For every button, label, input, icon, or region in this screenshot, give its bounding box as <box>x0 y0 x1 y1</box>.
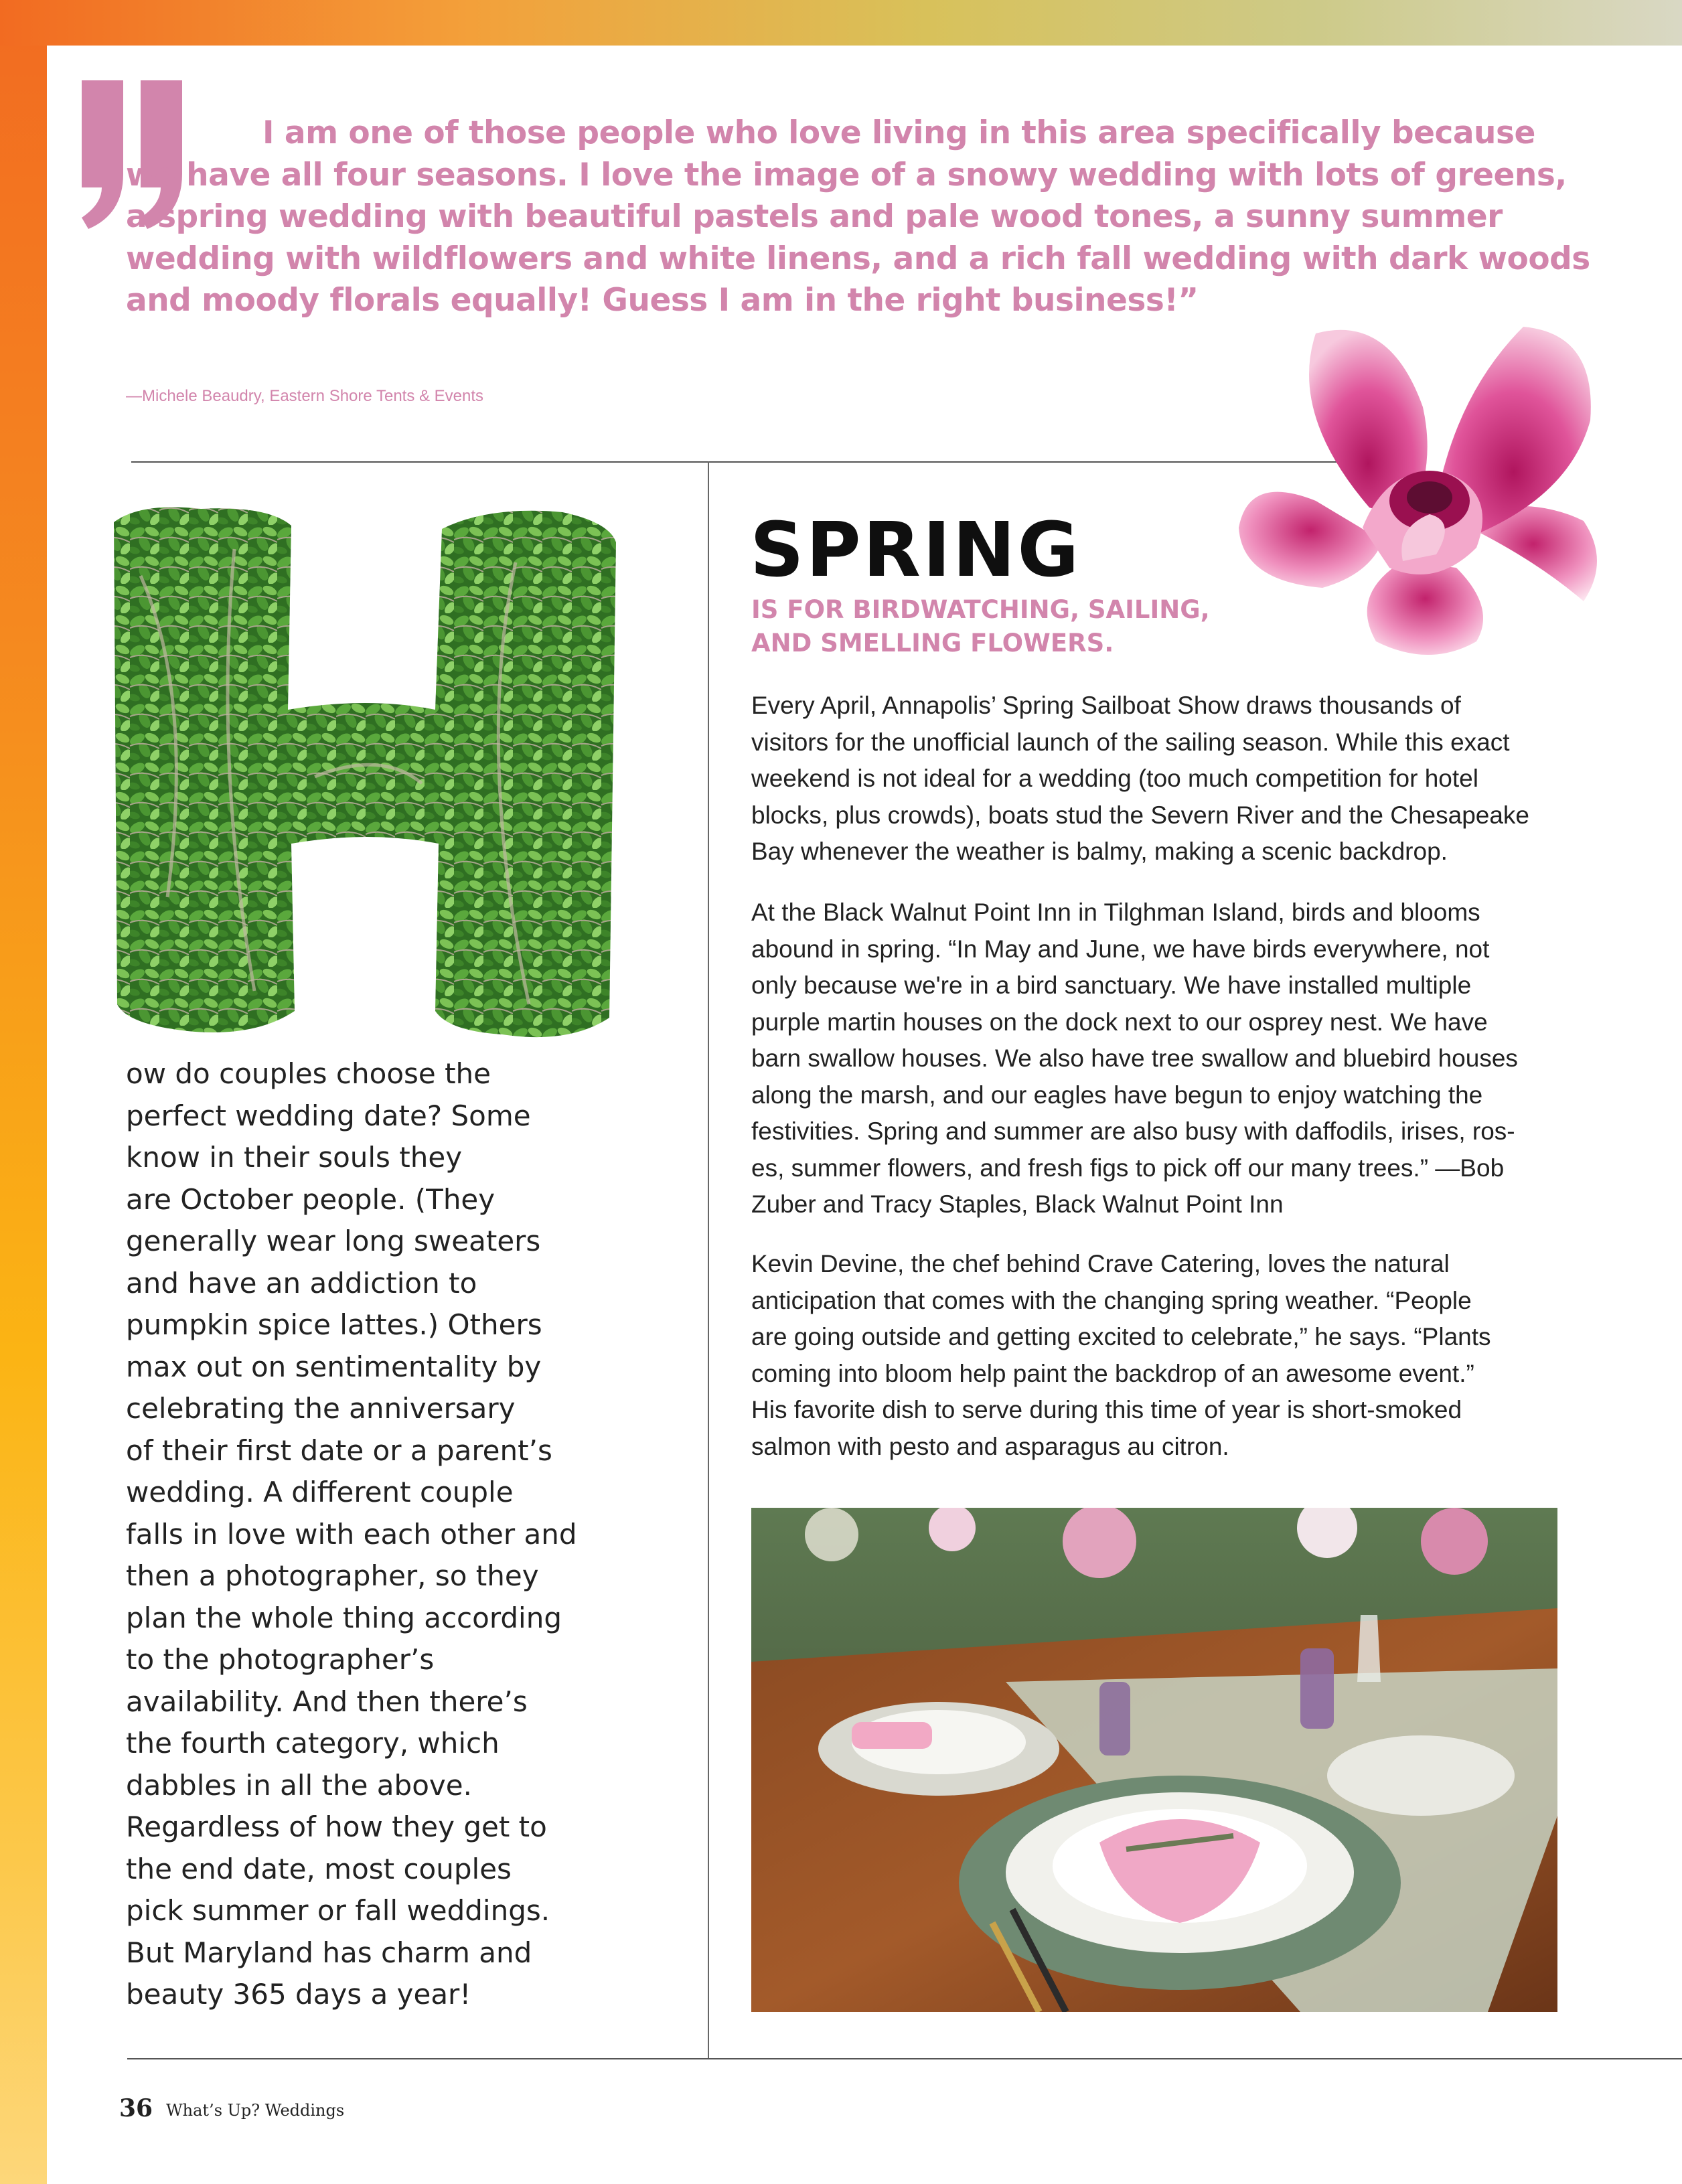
body-paragraph: Kevin Devine, the chef behind Crave Catering, loves the natural anticipation that comes with the changing spring weather. “People are going outside and getting excited to celebrate,” he says. “Plants coming into bloom help paint the backdrop of an awesome event.” His favorite dish to serve during this time of year is short-smoked salmon with pesto and asparagus au citron. <box>751 1250 1491 1460</box>
table-setting-photo <box>751 1508 1557 2012</box>
pull-quote-attribution: —Michele Beaudry, Eastern Shore Tents & Events <box>126 387 484 405</box>
leafy-letter-h-drop-cap <box>100 495 636 1051</box>
body-paragraph: At the Black Walnut Point Inn in Tilghman Island, birds and blooms abound in spring. “In May and June, we have birds everywhere, not only because we're in a bird sanctuary. We have installed multiple purple martin houses on the dock next to our osprey nest. We have barn swallow houses. We also have tree swallow and bluebird houses along the marsh, and our eagles have begun to enjoy watching the festivities. Spring and summer are also busy with daffodils, irises, ros- es, summer flowers, and fresh figs to pick off our many trees.” —Bob Zuber and Tracy Staples, Black Walnut Point Inn <box>751 899 1518 1218</box>
pull-quote-text: I am one of those people who love living in this area specifically because we have all four seasons. I love the image of a snowy wedding with lots of greens, a spring wedding with beautiful pastels and pale wood tones, a sunny summer wedding with wildflowers and white linens, and a rich fall wedding with dark woods and moody florals equally! Guess I am in the right business!” <box>126 114 1590 319</box>
section-subtitle: IS FOR BIRDWATCHING, SAILING, AND SMELLING FLOWERS. <box>751 595 1210 657</box>
page-number: 36 <box>119 2094 153 2122</box>
publication-name: What’s Up? Weddings <box>166 2101 345 2120</box>
pull-quote <box>126 112 1592 322</box>
section-title-spring: SPRING <box>750 507 1081 594</box>
divider-top <box>131 461 1377 463</box>
intro-body-text: ow do couples choose the perfect wedding date? Some know in their souls they are October people. (They generally wear long sweaters and have an addiction to pumpkin spice lattes.) Others max out on sentimentality by celebrating the anniversary of their first date or a parent’s wedding. A different couple falls in love with each other and then a photographer, so they plan the whole thing according to the photographer’s availability. And then there’s the fourth category, which dabbles in all the above. Regardless of how they get to the end date, most couples pick summer or fall weddings. But Maryland has charm and beauty 365 days a year! <box>126 1057 577 2011</box>
divider-bottom <box>127 2058 1682 2059</box>
page-edge-gradient-left <box>0 0 47 2184</box>
page-edge-gradient-top <box>0 0 1682 46</box>
column-divider <box>708 461 709 2059</box>
body-paragraph: Every April, Annapolis’ Spring Sailboat Show draws thousands of visitors for the unofficial launch of the sailing season. While this exact weekend is not ideal for a wedding (too much competition for hotel blocks, plus crowds), boats stud the Severn River and the Chesapeake Bay whenever the weather is balmy, making a scenic backdrop. <box>751 692 1530 865</box>
